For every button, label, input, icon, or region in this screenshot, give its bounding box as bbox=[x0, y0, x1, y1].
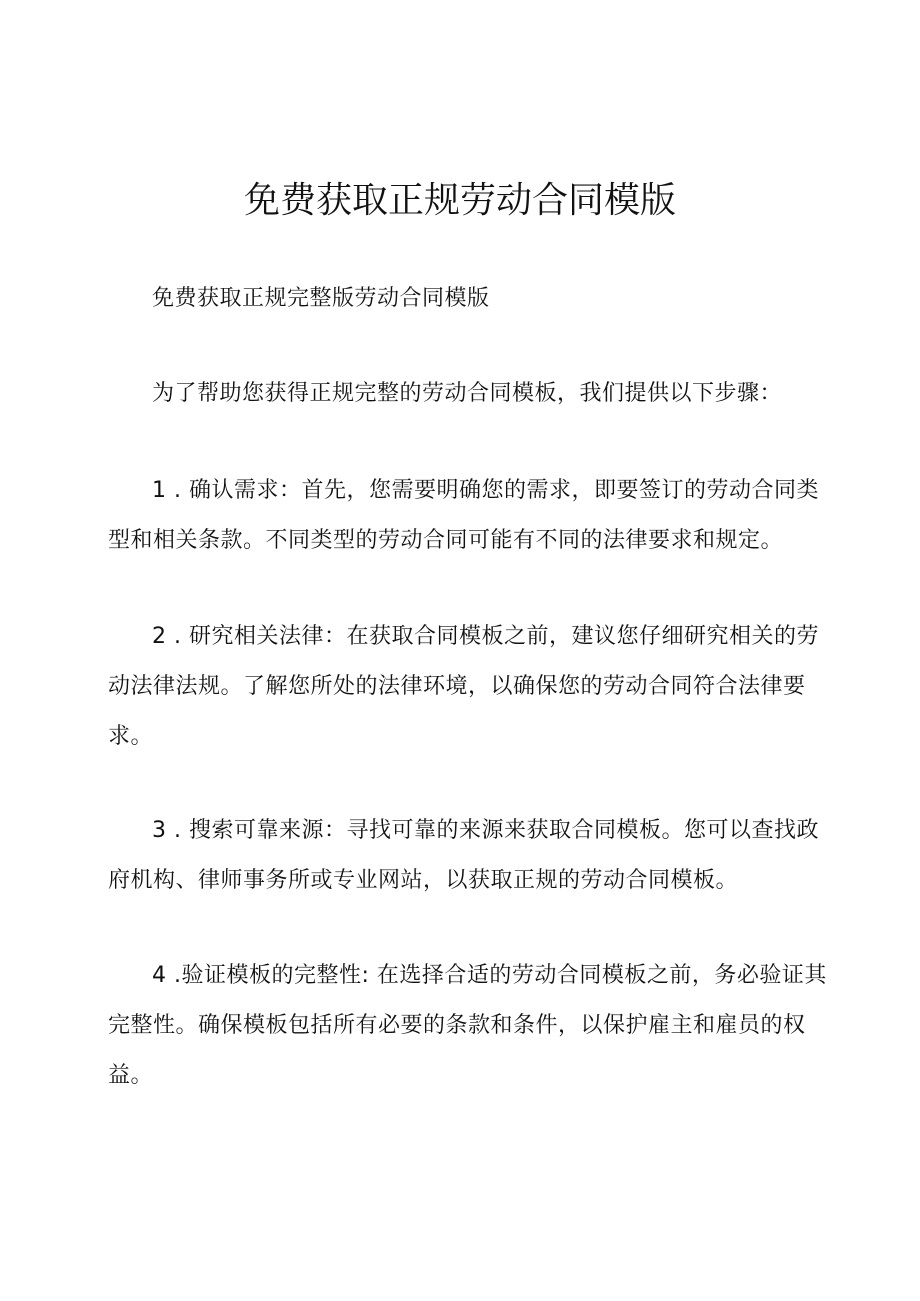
step-3-paragraph: 3 . 搜索可靠来源：寻找可靠的来源来获取合同模板。您可以查找政府机构、律师事务所或专业网站，以获取正规的劳动合同模板。 bbox=[108, 818, 819, 893]
step-1-paragraph: 1 . 确认需求：首先，您需要明确您的需求，即要签订的劳动合同类型和相关条款。不同类型的劳动合同可能有不同的法律要求和规定。 bbox=[108, 478, 819, 553]
intro-paragraph: 为了帮助您获得正规完整的劳动合同模板，我们提供以下步骤： bbox=[152, 381, 783, 406]
document-title: 免费获取正规劳动合同模版 bbox=[243, 180, 676, 221]
step-4-paragraph: 4 .验证模板的完整性: 在选择合适的劳动合同模板之前，务必验证其完整性。确保模板包括所有必要的条款和条件，以保护雇主和雇员的权益。 bbox=[108, 963, 827, 1088]
step-2-paragraph: 2 . 研究相关法律：在获取合同模板之前，建议您仔细研究相关的劳动法律法规。了解您所处的法律环境，以确保您的劳动合同符合法律要求。 bbox=[108, 624, 819, 749]
document-subtitle: 免费获取正规完整版劳动合同模版 bbox=[152, 286, 490, 311]
